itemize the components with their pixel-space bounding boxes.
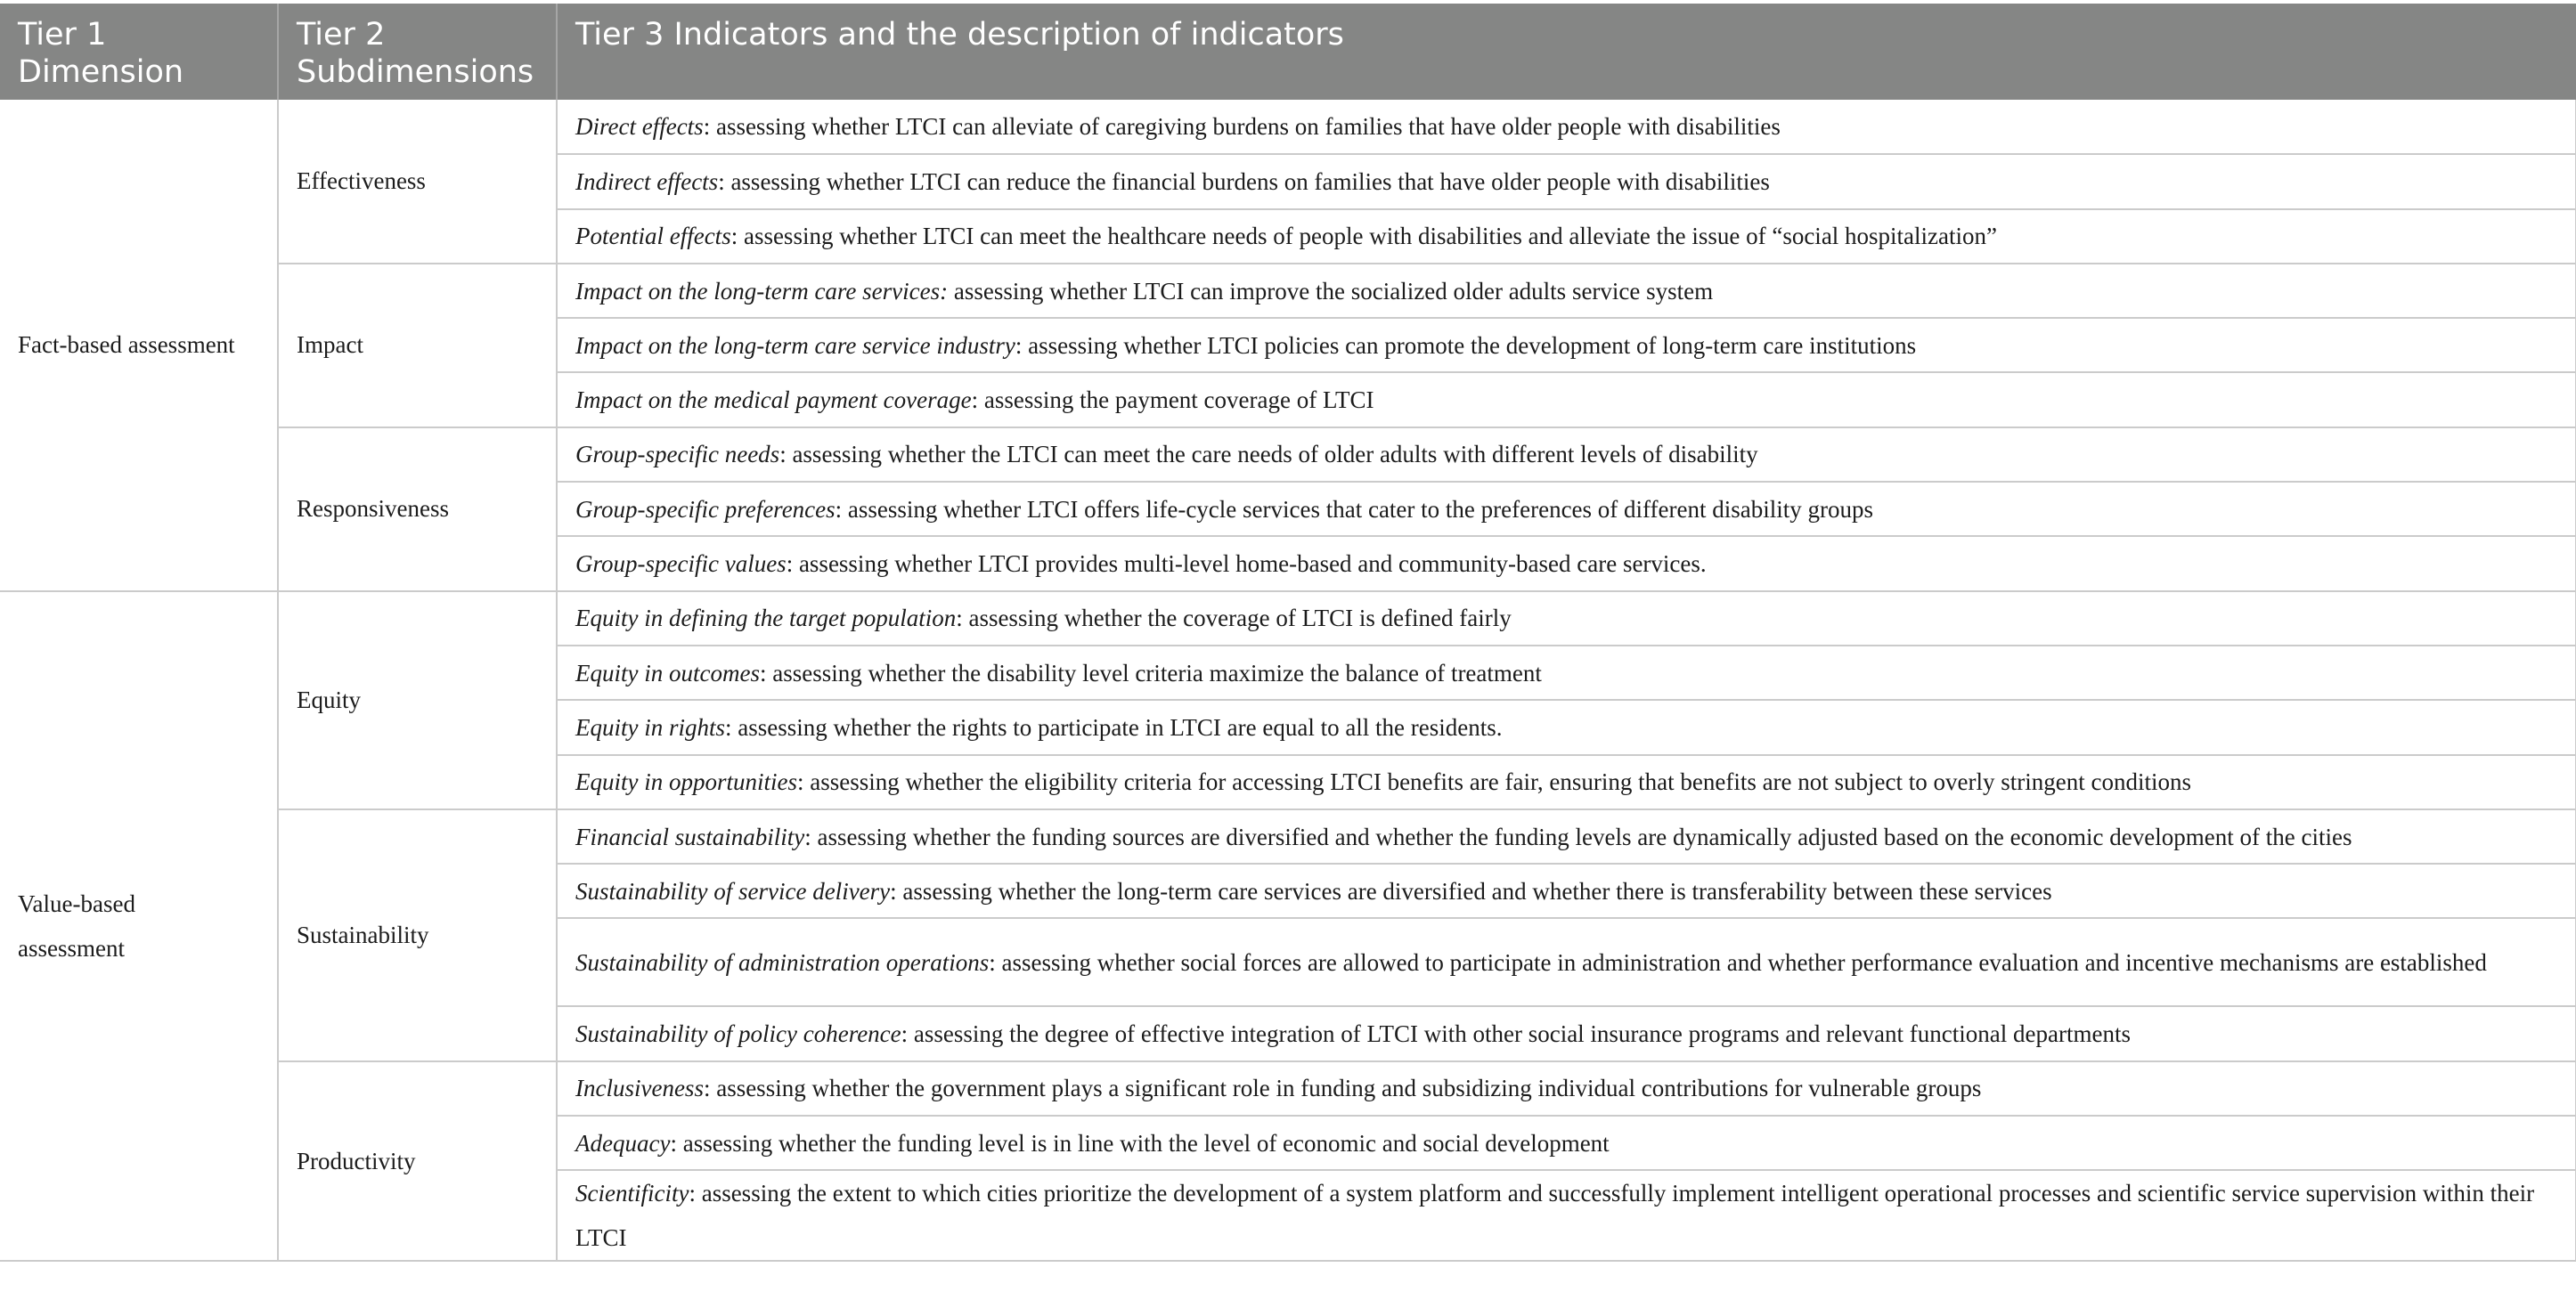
tier1-fact-based: Fact-based assessment: [0, 100, 278, 591]
indicator-term: Group-specific values: [575, 550, 787, 578]
indicator-term: Equity in rights: [575, 713, 725, 741]
header-tier1-line2: Dimension: [18, 54, 184, 90]
indicator-description: : assessing whether the coverage of LTCI is defined fairly: [956, 605, 1512, 632]
indicator-term: Impact on the long-term care service industry: [575, 331, 1015, 359]
tier3-indicator: [557, 755, 2576, 809]
indicator-description: : assessing the extent to which cities prioritize the development of a system platform and successfully implement intelligent operational processes and scientific service supervision within their LTCI: [575, 1180, 2535, 1252]
indicator-table: [0, 4, 2576, 1262]
indicator-term: Sustainability of policy coherence: [575, 1020, 901, 1048]
tier3-indicator: [557, 1116, 2576, 1170]
indicator-term: Group-specific preferences: [575, 495, 836, 523]
indicator-term: Equity in defining the target population: [575, 605, 957, 632]
indicator-description: : assessing whether the long-term care services are diversified and whether there is transferability between these services: [890, 877, 2052, 905]
indicator-term: Equity in opportunities: [575, 768, 797, 796]
tier2-effectiveness: Effectiveness: [278, 100, 557, 264]
indicator-description: : assessing whether LTCI provides multi-level home-based and community-based care services.: [786, 550, 1707, 578]
indicator-description: : assessing whether the LTCI can meet the care needs of older adults with different levels of disability: [779, 441, 1758, 468]
tier3-indicator: [557, 482, 2576, 536]
table-row: [0, 264, 2576, 318]
table-row: [0, 591, 2576, 646]
indicator-description: : assessing the payment coverage of LTCI: [971, 386, 1374, 414]
tier3-indicator: [557, 1061, 2576, 1116]
indicator-term: Equity in outcomes: [575, 659, 760, 687]
header-tier2-line1: Tier 2: [297, 17, 386, 53]
header-tier1: [0, 4, 278, 100]
tier1-value-based: [0, 591, 278, 1262]
tier3-indicator: [557, 918, 2576, 1006]
indicator-description: : assessing whether the eligibility criteria for accessing LTCI benefits are fair, ensuring that benefits are not subject to overly stringent conditions: [797, 768, 2191, 796]
tier3-indicator: [557, 427, 2576, 482]
indicator-term: Financial sustainability: [575, 823, 805, 850]
indicator-term: Impact on the medical payment coverage: [575, 386, 972, 414]
tier2-impact: Impact: [278, 264, 557, 427]
indicator-term: Sustainability of service delivery: [575, 877, 891, 905]
tier3-indicator: [557, 100, 2576, 154]
indicator-term: Scientificity: [575, 1180, 689, 1207]
tier1-value-line1: Value-based: [18, 890, 135, 917]
table-row: [0, 427, 2576, 482]
header-tier3: Tier 3 Indicators and the description of indicators: [557, 4, 2576, 100]
indicator-term: Inclusiveness: [575, 1075, 704, 1102]
indicator-term: Direct effects: [575, 113, 704, 141]
tier3-indicator: [557, 591, 2576, 646]
header-tier2-line2: Subdimensions: [297, 54, 534, 90]
indicator-term: Adequacy: [575, 1129, 671, 1157]
indicator-description: : assessing whether the rights to participate in LTCI are equal to all the residents.: [725, 713, 1503, 741]
indicator-description: : assessing whether LTCI can meet the healthcare needs of people with disabilities and alleviate the issue of “social hospitalization”: [730, 223, 1997, 250]
indicator-term: Group-specific needs: [575, 441, 780, 468]
indicator-description: assessing whether LTCI can improve the socialized older adults service system: [948, 277, 1714, 305]
indicator-term: Sustainability of administration operations: [575, 948, 990, 976]
table-row: [0, 809, 2576, 864]
tier2-equity: Equity: [278, 591, 557, 809]
indicator-description: : assessing the degree of effective integration of LTCI with other social insurance programs and relevant functional departments: [901, 1020, 2131, 1048]
header-tier2: [278, 4, 557, 100]
indicator-description: : assessing whether LTCI policies can promote the development of long-term care institutions: [1015, 331, 1917, 359]
tier3-indicator: [557, 864, 2576, 918]
indicator-description: : assessing whether LTCI can alleviate of caregiving burdens on families that have older people with disabilities: [703, 113, 1781, 141]
tier3-indicator: [557, 372, 2576, 427]
tier2-sustainability: Sustainability: [278, 809, 557, 1061]
tier3-indicator: [557, 646, 2576, 700]
indicator-description: : assessing whether LTCI can reduce the financial burdens on families that have older people with disabilities: [718, 167, 1770, 195]
tier3-indicator: [557, 700, 2576, 754]
tier3-indicator: [557, 209, 2576, 264]
indicator-term: Indirect effects: [575, 167, 719, 195]
indicator-description: : assessing whether the funding sources are diversified and whether the funding levels are dynamically adjusted based on the economic development of the cities: [804, 823, 2352, 850]
indicator-description: : assessing whether the funding level is in line with the level of economic and social development: [670, 1129, 1610, 1157]
tier3-indicator: [557, 154, 2576, 208]
table-row: [0, 100, 2576, 154]
indicator-term: Impact on the long-term care services:: [575, 277, 949, 305]
tier3-indicator: [557, 318, 2576, 372]
header-row: [0, 4, 2576, 100]
tier2-productivity: Productivity: [278, 1061, 557, 1262]
indicator-description: : assessing whether the disability level criteria maximize the balance of treatment: [759, 659, 1542, 687]
tier2-responsiveness: Responsiveness: [278, 427, 557, 591]
tier3-indicator: [557, 536, 2576, 590]
tier3-indicator: [557, 809, 2576, 864]
indicator-description: : assessing whether LTCI offers life-cycle services that cater to the preferences of different disability groups: [835, 495, 1873, 523]
table-row: [0, 1061, 2576, 1116]
indicator-description: : assessing whether the government plays a significant role in funding and subsidizing individual contributions for vulnerable groups: [703, 1075, 1982, 1102]
tier3-indicator: [557, 1170, 2576, 1261]
header-tier1-line1: Tier 1: [18, 17, 107, 53]
indicator-term: Potential effects: [575, 223, 731, 250]
indicator-description: : assessing whether social forces are allowed to participate in administration and whether performance evaluation and incentive mechanisms are established: [989, 948, 2487, 976]
tier3-indicator: [557, 1006, 2576, 1060]
tier1-value-line2: assessment: [18, 935, 125, 962]
tier3-indicator: [557, 264, 2576, 318]
